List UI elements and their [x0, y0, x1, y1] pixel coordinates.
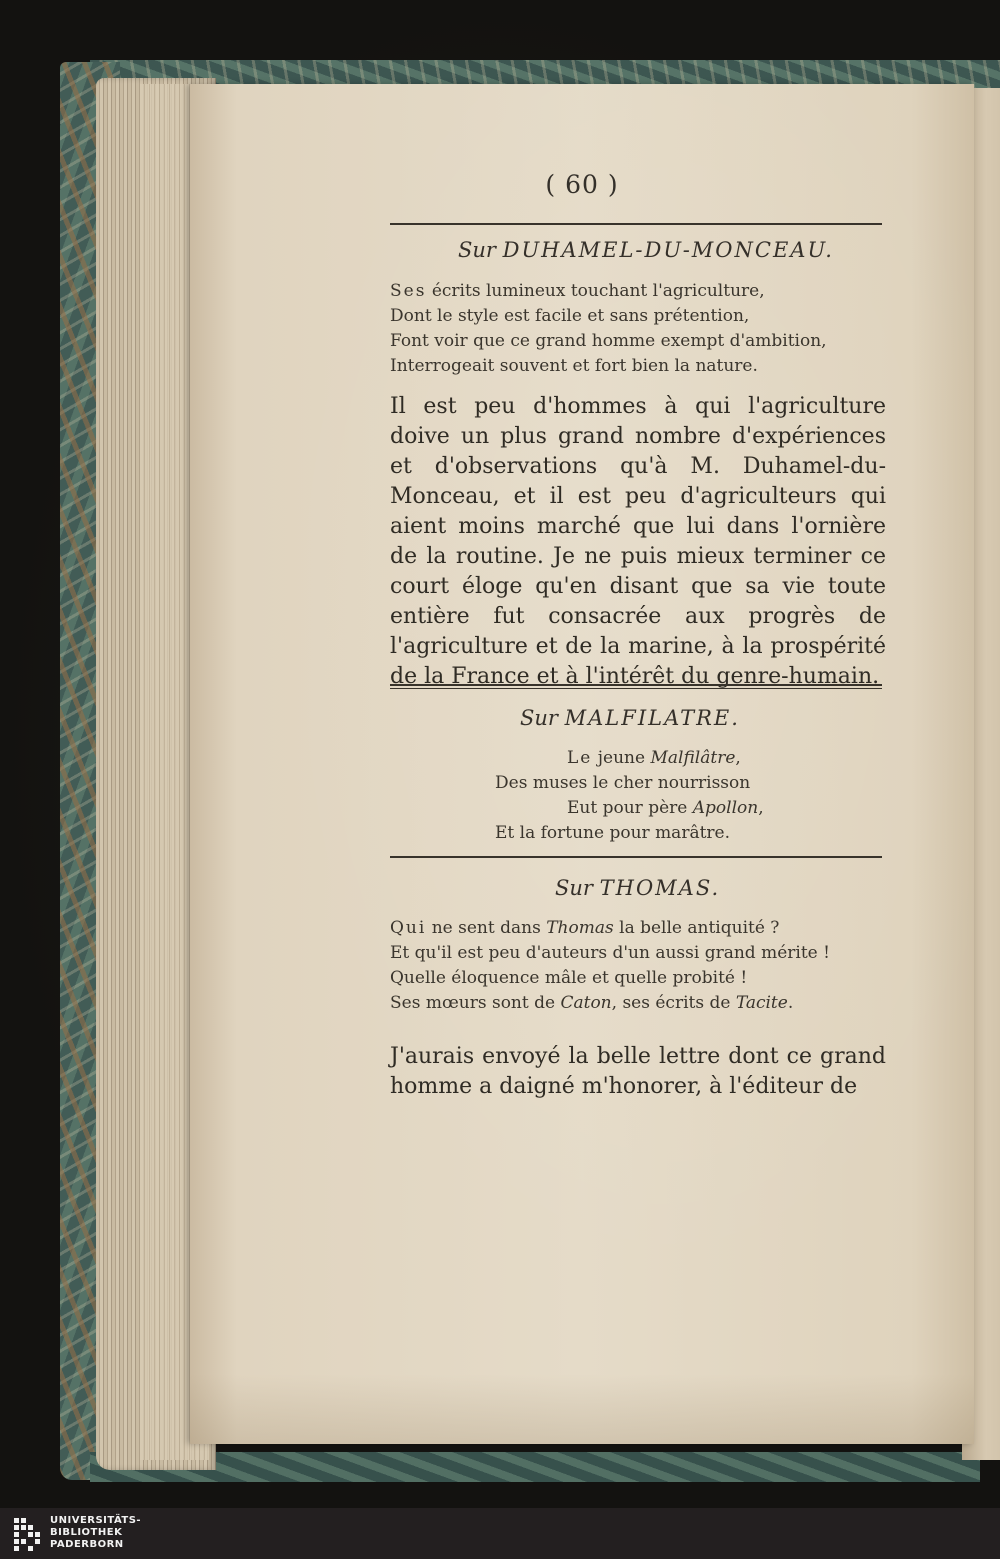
- book-cover-bottom: [90, 1452, 980, 1482]
- library-footer: [0, 1508, 1000, 1559]
- header-rule: [390, 223, 882, 225]
- section-rule: [390, 684, 882, 689]
- verse-line: Et la fortune pour marâtre.: [495, 823, 731, 843]
- library-logo-icon: [12, 1516, 46, 1552]
- verse-line: Interrogeait souvent et fort bien la nature.: [390, 356, 758, 376]
- section-heading-malfilatre: Sur MALFILATRE.: [520, 706, 740, 730]
- verse-thomas: [390, 916, 830, 1016]
- verse-line: Le jeune Malfilâtre,: [567, 748, 741, 768]
- verse-line: Ses écrits lumineux touchant l'agriculture,: [390, 281, 765, 301]
- section-heading-thomas: Sur THOMAS.: [555, 876, 721, 900]
- section-rule: [390, 856, 882, 858]
- book-page: [190, 84, 974, 1444]
- verse-duhamel: [390, 279, 827, 379]
- page-number: ( 60 ): [545, 170, 619, 199]
- verse-line: Ses mœurs sont de Caton, ses écrits de Tacite.: [390, 993, 794, 1013]
- prose-duhamel: Il est peu d'hommes à qui l'agriculture doive un plus grand nombre d'expériences et d'observations qu'à M. Duhamel-du-Monceau, et il est peu d'agriculteurs qui aient moins marché que lui dans l'ornière de la routine. Je ne puis mieux terminer ce court éloge qu'en disant que sa vie toute entière fut consacrée aux progrès de l'agriculture et de la marine, à la prospérité de la France et à l'intérêt du genre-humain.: [390, 394, 886, 689]
- section-heading-duhamel: Sur DUHAMEL-DU-MONCEAU.: [458, 238, 834, 262]
- verse-line: Dont le style est facile et sans prétention,: [390, 306, 750, 326]
- prose-thomas: J'aurais envoyé la belle lettre dont ce grand homme a daigné m'honorer, à l'éditeur de: [390, 1044, 886, 1099]
- verse-line: Font voir que ce grand homme exempt d'ambition,: [390, 331, 827, 351]
- verse-line: Quelle éloquence mâle et quelle probité !: [390, 968, 748, 988]
- verse-line: Eut pour père Apollon,: [567, 798, 764, 818]
- verse-line: Des muses le cher nourrisson: [495, 773, 751, 793]
- verse-line: Et qu'il est peu d'auteurs d'un aussi grand mérite !: [390, 943, 830, 963]
- library-name: UNIVERSITÄTS- BIBLIOTHEK PADERBORN: [50, 1515, 142, 1550]
- verse-line: Qui ne sent dans Thomas la belle antiquité ?: [390, 918, 780, 938]
- verse-malfilatre: [495, 746, 764, 846]
